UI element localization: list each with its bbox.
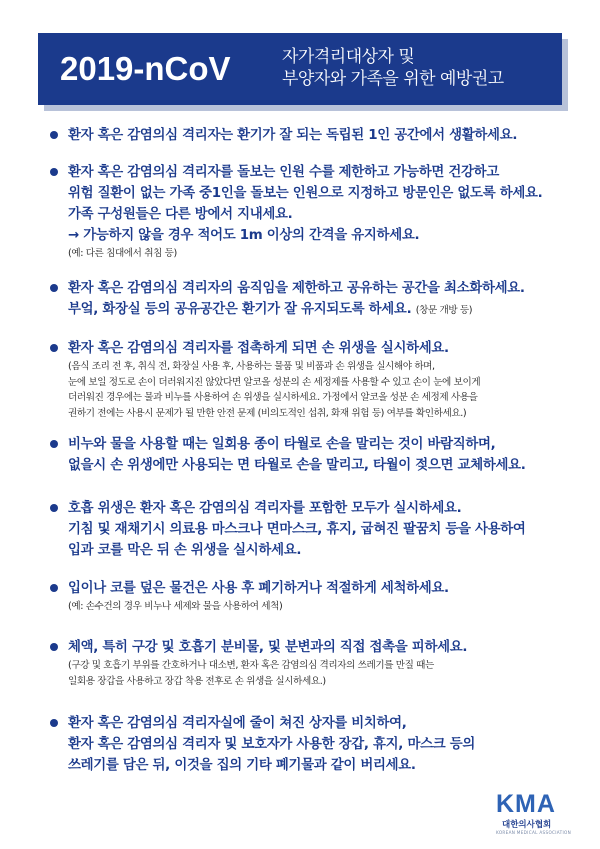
guideline-main-line (68, 299, 588, 321)
bullet-dot (50, 284, 58, 292)
guideline-note-line: (구강 및 호흡기 부위를 간호하거나 대소변, 환자 혹은 감염의심 격리자의 쓰레기를 만질 때는 (68, 660, 434, 671)
guideline-main-line: 체액, 특히 구강 및 호흡기 분비물, 및 분변과의 직접 접촉을 피하세요. (68, 640, 468, 655)
guideline-text (68, 713, 588, 776)
bullet-dot (50, 719, 58, 727)
guideline-text (68, 338, 588, 421)
guideline-main-line: 환자 혹은 감염의심 격리자는 환기가 잘 되는 독립된 1인 공간에서 생활하세요. (68, 128, 518, 143)
guideline-text (68, 637, 588, 689)
bullet-dot (50, 584, 58, 592)
guideline-text (68, 162, 588, 262)
guideline-note-line: 일회용 장갑을 사용하고 장갑 착용 전후로 손 위생을 실시하세요.) (68, 675, 326, 687)
subtitle-line: 자가격리대상자 및 (282, 47, 415, 67)
guideline-main-text: 부엌, 화장실 등의 공유공간은 환기가 잘 유지되도록 하세요. (68, 302, 412, 317)
logo-mark: KMA (496, 790, 556, 818)
guideline-main-line: 입과 코를 막은 뒤 손 위생을 실시하세요. (68, 543, 302, 558)
guideline-main-line: 비누와 물을 사용할 때는 일회용 종이 타월로 손을 말리는 것이 바람직하며, (68, 437, 496, 452)
guideline-note-line: 권하기 전에는 사용시 문제가 될 만한 안전 문제 (비의도적인 섭취, 화재 위험 등) 여부를 확인하세요.) (68, 407, 467, 419)
guideline-note-line: (예: 손수건의 경우 비누나 세제와 물을 사용하여 세척) (68, 601, 283, 612)
guideline-main-line: 가족 구성원들은 다른 방에서 지내세요. (68, 207, 293, 222)
bullet-dot (50, 440, 58, 448)
guideline-note-line: 눈에 보일 정도로 손이 더러워지진 않았다면 알코올 성분의 손 세정제를 사용할 수 있고 손이 눈에 보이게 (68, 376, 481, 388)
guideline-inline-note: (창문 개방 등) (415, 305, 473, 316)
guideline-main-line: 환자 혹은 감염의심 격리자의 움직임을 제한하고 공유하는 공간을 최소화하세요. (68, 281, 525, 296)
subtitle-line: 부양자와 가족을 위한 예방권고 (282, 69, 504, 89)
guideline-main-line: 위험 질환이 없는 가족 중1인을 돌보는 인원으로 지정하고 방문인은 없도록 하세요. (68, 186, 543, 201)
page-title: 2019-nCoV (60, 50, 231, 87)
guideline-main-line: 환자 혹은 감염의심 격리자를 접촉하게 되면 손 위생을 실시하세요. (68, 341, 449, 356)
page-subtitle (282, 46, 552, 90)
guideline-text (68, 125, 588, 146)
kma-logo (492, 790, 572, 836)
bullet-dot (50, 344, 58, 352)
guideline-text (68, 578, 588, 615)
guideline-text (68, 278, 588, 321)
bullet-dot (50, 131, 58, 139)
guideline-note-line: (예: 다른 침대에서 취침 등) (68, 248, 177, 259)
guideline-main-line: → 가능하지 않을 경우 적어도 1m 이상의 간격을 유지하세요. (68, 228, 420, 243)
title-banner (38, 33, 562, 105)
guideline-main-line: 환자 혹은 감염의심 격리자 및 보호자가 사용한 장갑, 휴지, 마스크 등의 (68, 737, 475, 752)
guideline-text (68, 498, 588, 561)
logo-name-korean: 대한의사협회 (502, 820, 552, 830)
guideline-note-line: (음식 조리 전 후, 취식 전, 화장실 사용 후, 사용하는 물품 및 비품과 손 위생을 실시해야 하며, (68, 361, 435, 372)
guideline-main-line: 환자 혹은 감염의심 격리자실에 줄이 쳐진 상자를 비치하여, (68, 716, 407, 731)
guideline-main-line: 환자 혹은 감염의심 격리자를 돌보는 인원 수를 제한하고 가능하면 건강하고 (68, 165, 499, 180)
logo-name-english: KOREAN MEDICAL ASSOCIATION (496, 830, 572, 835)
bullet-dot (50, 643, 58, 651)
bullet-dot (50, 504, 58, 512)
guideline-main-line: 입이나 코를 덮은 물건은 사용 후 폐기하거나 적절하게 세척하세요. (68, 581, 449, 596)
guideline-note-line: 더러워진 경우에는 물과 비누를 사용하여 손 위생을 실시하세요. 가정에서 알코올 성분 손 세정제 사용을 (68, 392, 478, 403)
bullet-dot (50, 168, 58, 176)
guideline-main-line: 쓰레기를 담은 뒤, 이것을 집의 기타 폐기물과 같이 버리세요. (68, 758, 416, 773)
guideline-text (68, 434, 588, 476)
guideline-main-line: 호흡 위생은 환자 혹은 감염의심 격리자를 포함한 모두가 실시하세요. (68, 501, 462, 516)
guideline-main-line: 기침 및 재채기시 의료용 마스크나 면마스크, 휴지, 굽혀진 팔꿈치 등을 사용하여 (68, 522, 526, 537)
guideline-main-line: 없을시 손 위생에만 사용되는 면 타월로 손을 말리고, 타월이 젖으면 교체하세요. (68, 458, 526, 473)
